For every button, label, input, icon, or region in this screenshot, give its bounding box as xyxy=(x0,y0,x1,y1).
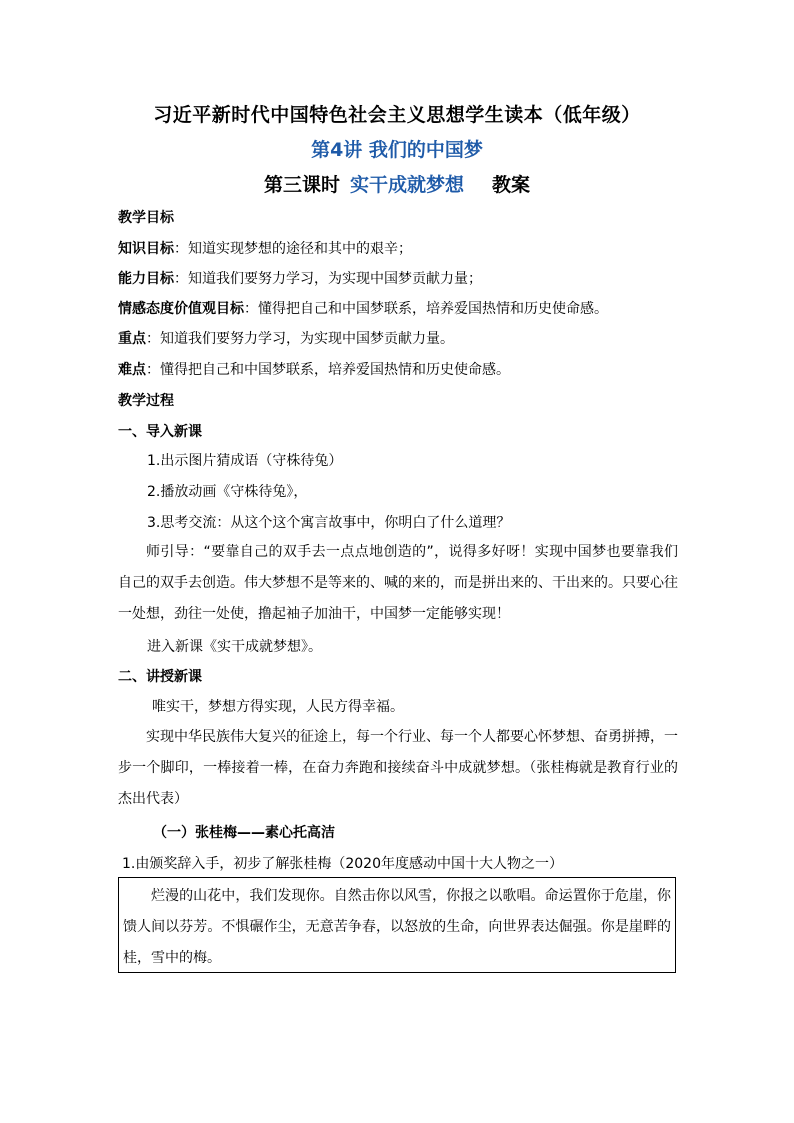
ability-label: 能力目标 xyxy=(118,271,174,287)
intro-paragraph: 实现中华民族伟大复兴的征途上，每一个行业、每一个人都要心怀梦想、奋勇拼搏，一步一个脚印，一棒接着一棒，在奋力奔跑和接续奋斗中成就梦想。（张桂梅就是教育行业的杰出代表） xyxy=(118,729,678,807)
difficulty-label: 难点 xyxy=(118,362,146,378)
ability-objective xyxy=(118,269,482,289)
lesson-prefix: 第三课时 xyxy=(263,174,340,196)
lesson-title xyxy=(0,170,794,197)
step-3: 3.思考交流：从这个这个寓言故事中，你明白了什么道理？ xyxy=(147,515,511,531)
award-citation-box xyxy=(118,877,676,973)
emotion-objective xyxy=(118,299,608,319)
difficulty-point xyxy=(118,360,510,380)
difficulty-text: ：懂得把自己和中国梦联系，培养爱国热情和历史使命感。 xyxy=(146,362,510,378)
knowledge-label: 知识目标 xyxy=(118,241,174,257)
enter-lesson-line: 进入新课《实干成就梦想》。 xyxy=(147,639,322,655)
section1-title: 一、导入新课 xyxy=(118,424,202,440)
teacher-guide-paragraph: 师引导：“要靠自己的双手去一点点地创造的”，说得多好呀！实现中国梦也要靠我们自己的双手去创造。伟大梦想不是等来的、喊的来的，而是拼出来的、干出来的。只要心往一处想，劲往一处使，撸起袖子加油干，中国梦一定能够实现！ xyxy=(118,544,678,622)
emotion-text: ：懂得把自己和中国梦联系，培养爱国热情和历史使命感。 xyxy=(244,301,608,317)
step-1: 1.出示图片猜成语（守株待兔） xyxy=(147,453,343,469)
sub-step-1: 1.由颁奖辞入手，初步了解张桂梅（2020年度感动中国十大人物之一） xyxy=(122,856,563,872)
process-heading: 教学过程 xyxy=(118,393,174,409)
motto-line: 唯实干，梦想方得实现，人民方得幸福。 xyxy=(152,699,404,715)
knowledge-text: ：知道实现梦想的途径和其中的艰辛； xyxy=(174,241,412,257)
emotion-label: 情感态度价值观目标 xyxy=(118,301,244,317)
knowledge-objective xyxy=(118,239,412,259)
section2-title: 二、讲授新课 xyxy=(118,669,202,685)
ability-text: ：知道我们要努力学习，为实现中国梦贡献力量； xyxy=(174,271,482,287)
objectives-heading: 教学目标 xyxy=(118,210,174,226)
award-citation-text: 烂漫的山花中，我们发现你。自然击你以风雪，你报之以歌唱。命运置你于危崖，你馈人间以芬芳。不惧碾作尘，无意苦争春，以怒放的生命，向世界表达倔强。你是崖畔的桂，雪中的梅。 xyxy=(123,888,671,966)
key-point xyxy=(118,329,454,349)
key-label: 重点 xyxy=(118,331,146,347)
subsection1-title: （一）张桂梅——素心托高洁 xyxy=(153,825,335,841)
lesson-suffix: 教案 xyxy=(492,174,531,196)
lecture-title: 第4讲 我们的中国梦 xyxy=(311,139,483,161)
book-title: 习近平新时代中国特色社会主义思想学生读本（低年级） xyxy=(153,104,641,126)
key-text: ：知道我们要努力学习，为实现中国梦贡献力量。 xyxy=(146,331,454,347)
lesson-topic: 实干成就梦想 xyxy=(349,174,464,196)
step-2: 2.播放动画《守株待兔》， xyxy=(147,484,308,500)
